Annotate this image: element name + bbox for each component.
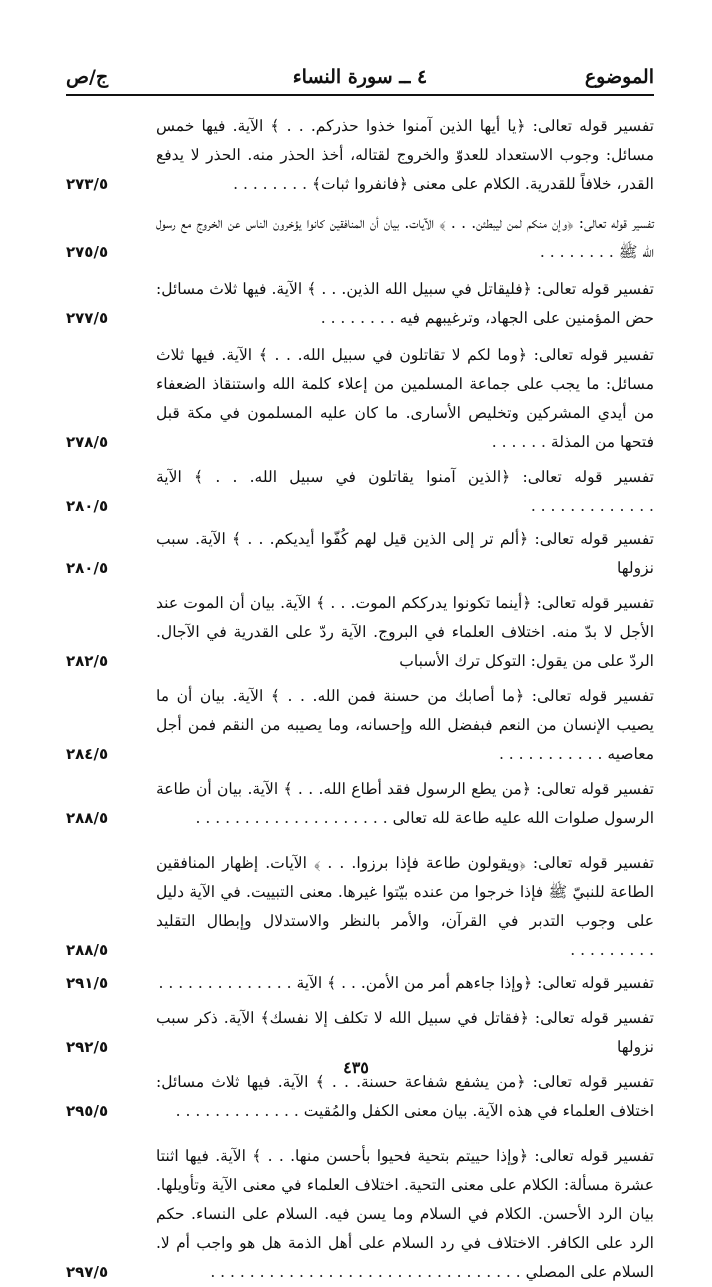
entry-text: تفسير قوله تعالى: ﴿فليقاتل في سبيل الله الذين. . . ﴾ الآية. فيها ثلاث مسائل: حض المؤمنين على الجهاد، وترغيبهم فيه: [156, 280, 654, 327]
entry-page-ref: ٢٩٢/٥: [66, 1038, 109, 1056]
entry-page-ref: ٢٧٣/٥: [66, 175, 109, 193]
entry-text: تفسير قوله تعالى: ﴿ألم تر إلى الذين قيل لهم كُفّوا أيديكم. . . ﴾ الآية. سبب نزولها: [156, 530, 654, 577]
leader-dots: . . . . . . . .: [539, 243, 614, 261]
entry-page-ref: ٢٩٧/٥: [66, 1263, 109, 1281]
entry-page-ref: ٢٧٨/٥: [66, 433, 109, 451]
index-entry: [66, 849, 654, 965]
entry-text: تفسير قوله تعالى: ﴿وما لكم لا تقاتلون في سبيل الله. . . ﴾ الآية. فيها ثلاث مسائل: ما يجب على جماعة المسلمين من إعلاء كلمة الله واستنقاذ الضعفاء من أيدي المشركين وتخليص الأسارى. ما كان عليه المسلمون في مكة قبل فتحها من المذلة: [156, 346, 654, 451]
entry-page-ref: ٢٧٧/٥: [66, 309, 109, 327]
index-entry: [66, 341, 654, 457]
index-entry: [66, 275, 654, 333]
entry-text: تفسير قوله تعالى: ﴿ويقولون طاعة فإذا برزوا. . . ﴾ الآيات. إظهار المنافقين الطاعة للنبيّ ﷺ فإذا خرجوا من عنده بيّتوا غيرها. معنى التبييت. في الآية دليل على وجوب التدبر في القرآن، والأمر بالنظر والاستدلال وإبطال التقليد: [156, 854, 654, 930]
entry-page-ref: ٢٧٥/٥: [66, 243, 109, 261]
leader-dots: . . . . . . . . . . . . . . . . . . . .: [195, 809, 388, 827]
page-header: [66, 54, 654, 96]
entry-page-ref: ٢٨٤/٥: [66, 745, 109, 763]
leader-dots: . . . . . . . . . . .: [498, 745, 603, 763]
header-topic-label: الموضوع: [584, 66, 654, 88]
leader-dots: . . . . . . . . . . . . . . . . . . . . . . . . . . . . . . . .: [210, 1263, 521, 1281]
entry-text: تفسير قوله تعالى: ﴿من يطع الرسول فقد أطاع الله. . . ﴾ الآية. بيان أن طاعة الرسول صلوات الله عليه طاعة لله تعالى: [156, 780, 654, 827]
entry-text: تفسير قوله تعالى: ﴿الذين آمنوا يقاتلون في سبيل الله. . . ﴾ الآية: [156, 468, 654, 486]
page-number: ٤٣٥: [343, 1058, 369, 1077]
leader-dots: . . . . . . . . . . . . .: [175, 1102, 299, 1120]
entry-text: تفسير قوله تعالى: ﴿من يشفع شفاعة حسنة. . . ﴾ الآية. فيها ثلاث مسائل: اختلاف العلماء في هذه الآية. بيان معنى الكفل والمُقيت: [156, 1073, 654, 1120]
index-entry: [66, 463, 654, 521]
index-entry: [66, 1142, 654, 1287]
header-volume-page-label: ج/ص: [66, 66, 109, 88]
index-entry: [66, 682, 654, 769]
entry-page-ref: ٢٨٨/٥: [66, 941, 109, 959]
index-entry: [66, 589, 654, 676]
leader-dots: . . . . . . . . . . . . . .: [158, 974, 292, 992]
index-entry: [66, 112, 654, 199]
entry-text: تفسير قوله تعالى: ﴿أينما تكونوا يدرككم الموت. . . ﴾ الآية. بيان أن الموت عند الأجل لا بدّ منه. اختلاف العلماء في البروج. الآية ردّ على القدرية في الآجال. الردّ على من يقول: التوكل ترك الأسباب: [156, 594, 654, 670]
index-entry: [66, 775, 654, 833]
index-entry: [66, 525, 654, 583]
entry-page-ref: ٢٨٨/٥: [66, 809, 109, 827]
entry-page-ref: ٢٨٠/٥: [66, 559, 109, 577]
index-entry: [66, 209, 654, 267]
header-surah-title: ٤ ــ سورة النساء: [292, 66, 428, 88]
leader-dots: . . . . . .: [491, 433, 546, 451]
entry-text: تفسير قوله تعالى: ﴿وإن منكم لمن ليبطئن. . . ﴾ الآيات. بيان أن المنافقين كانوا يؤخرون الناس عن الخروج مع رسول الله ﷺ: [156, 214, 654, 261]
entry-page-ref: ٢٩٥/٥: [66, 1102, 109, 1120]
entry-page-ref: ٢٨٢/٥: [66, 652, 109, 670]
entry-text: تفسير قوله تعالى: ﴿فقاتل في سبيل الله لا تكلف إلا نفسك﴾ الآية. ذكر سبب نزولها: [156, 1009, 654, 1056]
entry-text: تفسير قوله تعالى: ﴿يا أيها الذين آمنوا خذوا حذركم. . . ﴾ الآية. فيها خمس مسائل: وجوب الاستعداد للعدوّ والخروج لقتاله، أخذ الحذر منه. الحذر لا يدفع القدر، خلافاً للقدرية. الكلام على معنى ﴿فانفروا ثبات﴾: [156, 117, 654, 193]
index-entry: [66, 969, 654, 998]
entry-page-ref: ٢٩١/٥: [66, 974, 109, 992]
index-entry: [66, 1004, 654, 1062]
leader-dots: . . . . . . . .: [233, 175, 308, 193]
leader-dots: . . . . . . . . . . . . .: [530, 497, 654, 515]
leader-dots: . . . . . . . .: [320, 309, 395, 327]
index-entries: [66, 104, 654, 1287]
entry-text: تفسير قوله تعالى: ﴿ما أصابك من حسنة فمن الله. . . ﴾ الآية. بيان أن ما يصيب الإنسان من النعم فبفضل الله وإحسانه، وما يصيبه من النقم فمن أجل معاصيه: [156, 687, 654, 763]
entry-text: تفسير قوله تعالى: ﴿وإذا جاءهم أمر من الأمن. . . ﴾ الآية: [296, 974, 654, 992]
leader-dots: . . . . . . . . .: [570, 941, 654, 959]
entry-text: تفسير قوله تعالى: ﴿وإذا حييتم بتحية فحيوا بأحسن منها. . . ﴾ الآية. فيها اثنتا عشرة مسألة: الكلام على معنى التحية. اختلاف العلماء في معنى الآية وتأويلها. بيان الرد الأحسن. الكلام في السلام وما يسن فيه. السلام على النساء. حكم الرد على الكافر. الاختلاف في رد السلام على أهل الذمة هل هو واجب أم لا. السلام على المصلي: [156, 1147, 654, 1281]
entry-page-ref: ٢٨٠/٥: [66, 497, 109, 515]
